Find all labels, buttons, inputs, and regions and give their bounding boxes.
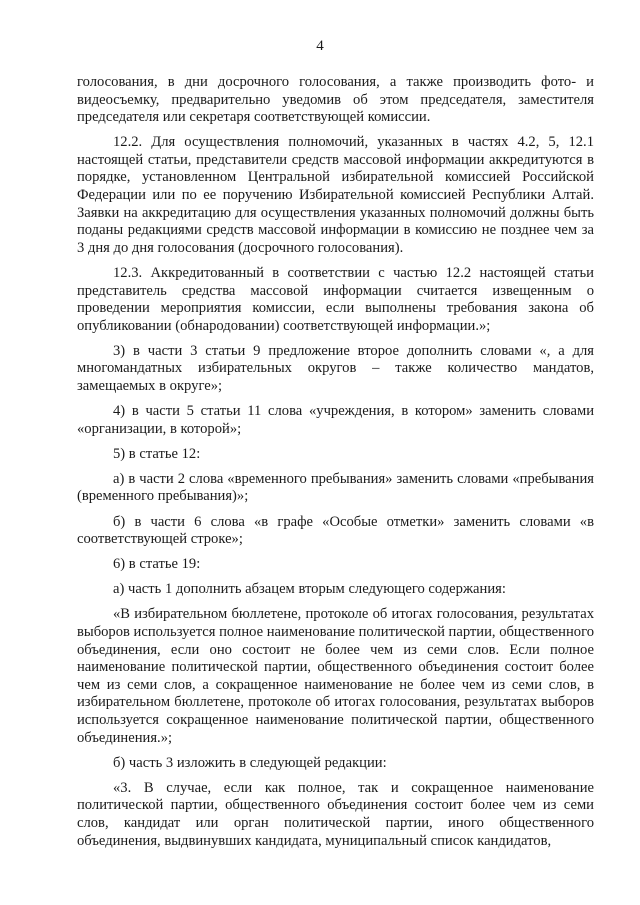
paragraph-item-5-b: б) в части 6 слова «в графе «Особые отметки» заменить словами «в соответствующей строке»;	[77, 513, 594, 548]
paragraph-clause-12-2: 12.2. Для осуществления полномочий, указанных в частях 4.2, 5, 12.1 настоящей статьи, представители средств массовой информации аккредитуются в порядке, установленном Центральной избирательной комиссией Российской Федерации или по ее поручению Избирательной комиссией Республики Алтай. Заявки на аккредитацию для осуществления указанных полномочий должны быть поданы редакциями средств массовой информации в комиссию не позднее чем за 3 дня до дня голосования (досрочного голосования).	[77, 134, 594, 256]
paragraph-item-6: 6) в статье 19:	[113, 556, 201, 573]
document-body	[77, 74, 594, 858]
paragraph-continuation: голосования, в дни досрочного голосования, а также производить фото- и видеосъемку, предварительно уведомив об этом председателя, заместителя председателя или секретаря соответствующей комиссии.	[77, 74, 594, 126]
paragraph-item-5: 5) в статье 12:	[113, 445, 201, 462]
paragraph-item-6-a: а) часть 1 дополнить абзацем вторым следующего содержания:	[113, 581, 506, 598]
page-number: 4	[316, 38, 324, 54]
paragraph-item-3: 3) в части 3 статьи 9 предложение второе дополнить словами «, а для многомандатных избирательных округов – также количество мандатов, замещаемых в округе»;	[77, 342, 594, 394]
paragraph-item-4: 4) в части 5 статьи 11 слова «учреждения, в котором» заменить словами «организации, в которой»;	[77, 403, 594, 437]
paragraph-item-6-b-quote: «3. В случае, если как полное, так и сокращенное наименование политической партии, общественного объединения состоит более чем из семи слов, кандидат или орган политической партии, иного общественного объединения, выдвинувших кандидата, муниципальный список кандидатов,	[77, 779, 594, 849]
paragraph-item-5-a: а) в части 2 слова «временного пребывания» заменить словами «пребывания (временного пребывания)»;	[77, 470, 594, 505]
paragraph-item-6-a-quote: «В избирательном бюллетене, протоколе об итогах голосования, результатах выборов используется полное наименование политической партии, общественного объединения, если оно состоит не более чем из семи слов. Если полное наименование политической партии, общественного объединения состоит более чем из семи слов, а сокращенное наименование не более чем из семи слов, в избирательном бюллетене, протоколе об итогах голосования, результатах выборов используется сокращенное наименование политической партии, общественного объединения.»;	[77, 606, 594, 746]
paragraph-item-6-b: б) часть 3 изложить в следующей редакции:	[113, 754, 387, 771]
paragraph-clause-12-3: 12.3. Аккредитованный в соответствии с частью 12.2 настоящей статьи представитель средства массовой информации считается извещенным о проведении мероприятия комиссии, если выполнены требования закона об опубликовании (обнародовании) соответствующей информации.»;	[77, 264, 594, 334]
